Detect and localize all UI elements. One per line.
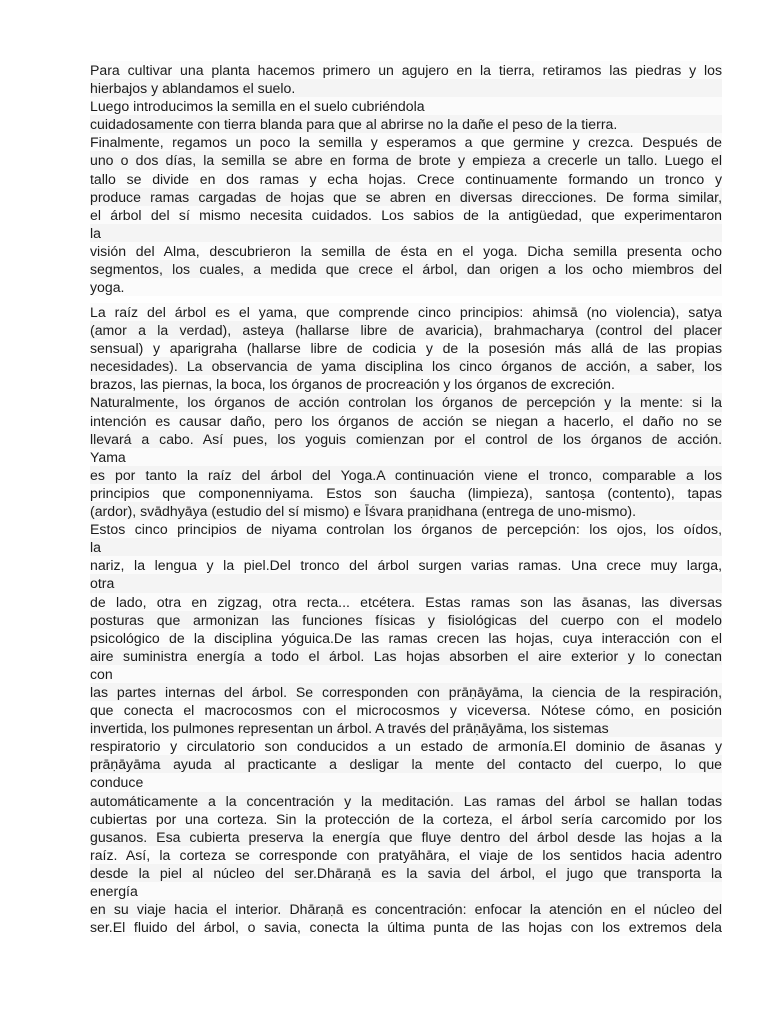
text-line: aire suministra energía a todo el árbol. Las hojas absorben el aire exterior y lo conectan — [90, 647, 722, 664]
text-line: necesidades). La observancia de yama disciplina los cinco órganos de acción, a saber, los — [90, 358, 722, 375]
text-line: Yama — [90, 448, 722, 466]
text-line: cubiertas por una corteza. Sin la protección de la corteza, el árbol sería carcomido por los — [90, 810, 722, 827]
text-line: tallo se divide en dos ramas y echa hojas. Crece continuamente formando un tronco y — [90, 170, 722, 187]
text-line: Luego introducimos la semilla en el suelo cubriéndola — [90, 97, 722, 115]
text-line: las partes internas del árbol. Se corresponden con prāṇāyāma, la ciencia de la respiración, — [90, 683, 722, 700]
text-line: la — [90, 538, 722, 556]
text-line: (ardor), svādhyāya (estudio del sí mismo) e Īśvara praṇidhana (entrega de uno-mismo). — [90, 502, 722, 520]
text-line: segmentos, los cuales, a medida que crece el árbol, dan origen a los ocho miembros del — [90, 261, 722, 278]
text-line: la — [90, 224, 722, 242]
text-line: el árbol del sí mismo necesita cuidados. Los sabios de la antigüedad, que experimentaron — [90, 206, 722, 223]
text-line: brazos, las piernas, la boca, los órganos de procreación y los órganos de excreción. — [90, 375, 722, 393]
text-line: con — [90, 665, 722, 683]
text-line: energía — [90, 882, 722, 900]
text-line: La raíz del árbol es el yama, que comprende cinco principios: ahimsā (no violencia), satya — [90, 304, 722, 320]
text-line: nariz, la lengua y la piel.Del tronco del árbol surgen varias ramas. Una crece muy larga, — [90, 557, 722, 574]
text-line: (amor a la verdad), asteya (hallarse libre de avaricia), brahmacharya (control del placer — [90, 322, 722, 339]
text-line: desde la piel al núcleo del ser.Dhāraṇā es la savia del árbol, el jugo que transporta la — [90, 864, 722, 881]
text-line: gusanos. Esa cubierta preserva la energía que fluye dentro del árbol desde las hojas a la — [90, 828, 722, 845]
text-line: es por tanto la raíz del árbol del Yoga.A continuación viene el tronco, comparable a los — [90, 466, 722, 483]
text-line: conduce — [90, 773, 722, 791]
text-line: otra — [90, 574, 722, 592]
text-line: respiratorio y circulatorio son conducidos a un estado de armonía.El dominio de āsanas y — [90, 738, 722, 755]
text-line: posturas que armonizan las funciones físicas y fisiológicas del cuerpo con el modelo — [90, 611, 722, 628]
text-line: Finalmente, regamos un poco la semilla y esperamos a que germine y crezca. Después de — [90, 134, 722, 151]
paragraph-yoga-tree — [90, 303, 722, 936]
text-line: intención es causar daño, pero los órganos de acción se niegan a hacerlo, el daño no se — [90, 412, 722, 429]
text-line: llevará a cabo. Así pues, los yoguis comienzan por el control de los órganos de acción. — [90, 430, 722, 447]
text-line: sensual) y aparigraha (hallarse libre de codicia y de la posesión más allá de las propias — [90, 340, 722, 357]
text-line: Naturalmente, los órganos de acción controlan los órganos de percepción y la mente: si la — [90, 394, 722, 411]
text-line: raíz. Así, la corteza se corresponde con pratyāhāra, el viaje de los sentidos hacia adentro — [90, 846, 722, 863]
text-line: automáticamente a la concentración y la meditación. Las ramas del árbol se hallan todas — [90, 792, 722, 809]
text-line: invertida, los pulmones representan un árbol. A través del prāṇāyāma, los sistemas — [90, 719, 722, 737]
text-line: de lado, otra en zigzag, otra recta... etcétera. Estas ramas son las āsanas, las diversas — [90, 593, 722, 610]
paragraph-planting-seed — [90, 61, 722, 296]
text-line: psicológico de la disciplina yóguica.De las ramas crecen las hojas, cuya interacción con el — [90, 629, 722, 646]
text-line: cuidadosamente con tierra blanda para que al abrirse no la dañe el peso de la tierra. — [90, 115, 722, 133]
text-line: que conecta el macrocosmos con el microcosmos y viceversa. Nótese cómo, en posición — [90, 702, 722, 719]
text-line: principios que componenniyama. Estos son śaucha (limpieza), santoṣa (contento), tapas — [90, 484, 722, 501]
text-line: Estos cinco principios de niyama controlan los órganos de percepción: los ojos, los oídos, — [90, 521, 722, 538]
text-line: en su viaje hacia el interior. Dhāraṇā es concentración: enfocar la atención en el núcleo del — [90, 901, 722, 918]
text-line: prāṇāyāma ayuda al practicante a desligar la mente del contacto del cuerpo, lo que — [90, 756, 722, 773]
text-line: yoga. — [90, 278, 722, 296]
text-line: hierbajos y ablandamos el suelo. — [90, 79, 722, 97]
text-line: produce ramas cargadas de hojas que se abren en diversas direcciones. De forma similar, — [90, 188, 722, 205]
text-line: visión del Alma, descubrieron la semilla de ésta en el yoga. Dicha semilla presenta ocho — [90, 242, 722, 259]
text-line: Para cultivar una planta hacemos primero un agujero en la tierra, retiramos las piedras y los — [90, 62, 722, 78]
text-line: uno o dos días, la semilla se abre en forma de brote y empieza a crecerle un tallo. Luego el — [90, 152, 722, 169]
text-line: ser.El fluido del árbol, o savia, conecta la última punta de las hojas con los extremos dela — [90, 919, 722, 936]
